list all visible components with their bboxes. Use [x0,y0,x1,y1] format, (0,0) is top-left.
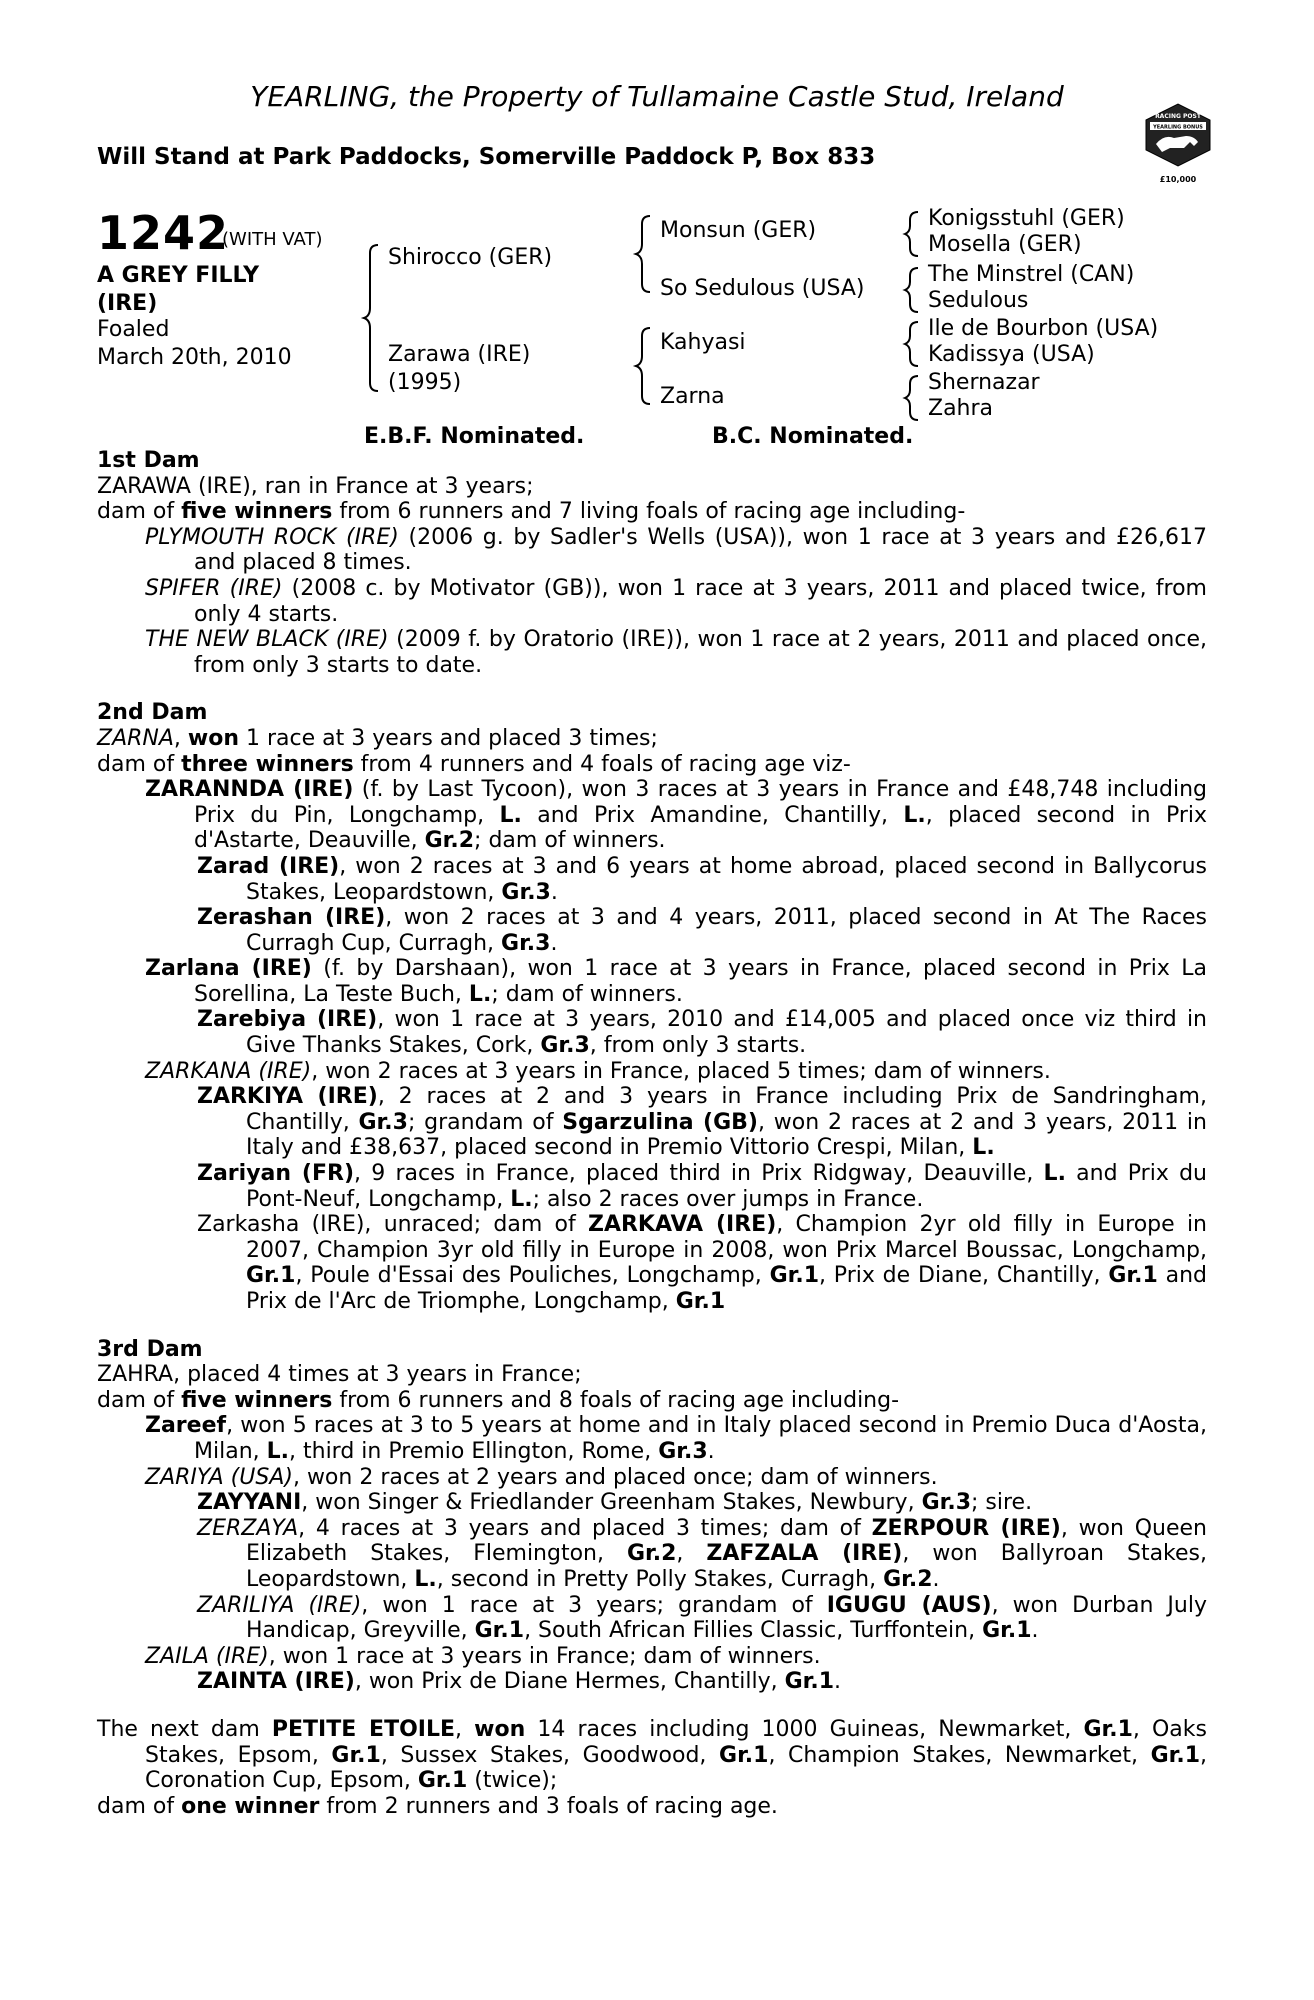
ped-dss: Ile de Bourbon (USA) [928,316,1159,341]
ped-ss: Monsun (GER) [660,218,817,243]
second-dam-produce-zarkana: ZARKANA (IRE), won 2 races at 3 years in France, placed 5 times; dam of winners. [145,1058,1051,1084]
second-dam-line2: dam of three winners from 4 runners and 4 foals of racing age viz- [97,751,851,777]
second-dam-produce-zarannda: ZARANNDA (IRE) (f. by Last Tycoon), won 3 races at 3 years in France and £48,748 including Prix du Pin, Longchamp, L. and Prix Amandine, Chantilly, L., placed second in Prix d'Astarte, Deauville, Gr.2; dam of winners. [145,777,1208,854]
next-dam-paragraph: The next dam PETITE ETOILE, won 14 races including 1000 Guineas, Newmarket, Gr.1, Oaks Stakes, Epsom, Gr.1, Sussex Stakes, Goodwood, Gr.1, Champion Stakes, Newmarket, Gr.1, Coronation Cup, Epsom, Gr.1 (twice); [97,1716,1207,1794]
second-dam-produce-zarebiya: Zarebiya (IRE), won 1 race at 3 years, 2010 and £14,005 and placed once viz third in Give Thanks Stakes, Cork, Gr.3, from only 3 starts. [197,1007,1207,1059]
badge-line-2: YEARLING BONUS [1153,124,1203,131]
first-dam-produce-1: PLYMOUTH ROCK (IRE) (2006 g. by Sadler's Wells (USA)), won 1 race at 3 years and £26,617 and placed 8 times. [145,524,1207,576]
first-dam-produce-2: SPIFER (IRE) (2008 c. by Motivator (GB)), won 1 race at 3 years, 2011 and placed twice, from only 4 starts. [145,575,1207,627]
third-dam-produce-zainta: ZAINTA (IRE), won Prix de Diane Hermes, Chantilly, Gr.1. [197,1669,842,1695]
first-dam-produce-3: THE NEW BLACK (IRE) (2009 f. by Oratorio (IRE)), won 1 race at 2 years, 2011 and placed once, from only 3 starts to date. [145,627,1208,678]
third-dam-line1: ZAHRA, placed 4 times at 3 years in France; [97,1362,582,1388]
first-dam-line2: dam of five winners from 6 runners and 7 living foals of racing age including- [97,499,966,525]
badge-line-1: RACING POST [1155,113,1201,120]
catalogue-body [97,448,1207,1819]
ped-ds: Kahyasi [660,330,746,355]
ped-dam-year: (1995) [388,370,462,395]
third-dam-produce-zerzaya: ZERZAYA, 4 races at 3 years and placed 3 times; dam of ZERPOUR (IRE), won Queen Elizabeth Stakes, Flemington, Gr.2, ZAFZALA (IRE), won Ballyroan Stakes, Leopardstown, L., second in Pretty Polly Stakes, Curragh, Gr.2. [197,1515,1207,1592]
third-dam-produce-zaila: ZAILA (IRE), won 1 race at 3 years in France; dam of winners. [145,1643,821,1669]
ped-dd: Zarna [660,384,725,409]
stand-location: Will Stand at Park Paddocks, Somerville Paddock P, Box 833 [97,144,876,170]
second-dam-produce-zariyan: Zariyan (FR), 9 races in France, placed third in Prix Ridgway, Deauville, L. and Prix du Pont-Neuf, Longchamp, L.; also 2 races over jumps in France. [197,1161,1207,1212]
lot-number: 1242 [97,206,230,260]
ped-sdd: Sedulous [928,288,1029,313]
lot-vat: (WITH VAT) [222,229,323,250]
third-dam-produce-zareef: Zareef, won 5 races at 3 to 5 years at home and in Italy placed second in Premio Duca d'Aosta, Milan, L., third in Premio Ellington, Rome, Gr.3. [145,1413,1207,1464]
third-dam-heading: 3rd Dam [97,1336,203,1362]
ped-sd: So Sedulous (USA) [660,276,865,301]
second-dam-produce-zarkasha: Zarkasha (IRE), unraced; dam of ZARKAVA (IRE), Champion 2yr old filly in Europe in 2007, Champion 3yr old filly in Europe in 2008, won Prix Marcel Boussac, Longchamp, Gr.1, Poule d'Essai des Pouliches, Longchamp, Gr.1, Prix de Diane, Chantilly, Gr.1 and Prix de l'Arc de Triomphe, Longchamp, Gr.1 [197,1212,1208,1314]
second-dam-produce-zerashan: Zerashan (IRE), won 2 races at 3 and 4 years, 2011, placed second in At The Races Curragh Cup, Curragh, Gr.3. [197,905,1207,956]
third-dam-line2: dam of five winners from 6 runners and 8 foals of racing age including- [97,1387,900,1413]
lot-desc-line2: (IRE) [97,291,158,316]
ped-dam: Zarawa (IRE) [388,342,531,367]
third-dam-produce-zariya: ZARIYA (USA), won 2 races at 2 years and placed once; dam of winners. [145,1464,938,1490]
third-dam-produce-zayyani: ZAYYANI, won Singer & Friedlander Greenham Stakes, Newbury, Gr.3; sire. [197,1490,1033,1516]
bc-nominated: B.C. Nominated. [712,424,914,449]
ped-sss: Konigsstuhl (GER) [928,206,1125,231]
ped-ssd: Mosella (GER) [928,232,1082,257]
ped-ddd: Zahra [928,396,994,421]
badge-line-3: £10,000 [1159,175,1197,184]
first-dam-line1: ZARAWA (IRE), ran in France at 3 years; [97,473,534,499]
second-dam-produce-zarkiya: ZARKIYA (IRE), 2 races at 2 and 3 years in France including Prix de Sandringham, Chantilly, Gr.3; grandam of Sgarzulina (GB), won 2 races at 2 and 3 years, 2011 in Italy and £38,637, placed second in Premio Vittorio Crespi, Milan, L. [197,1084,1207,1161]
next-dam-line2: dam of one winner from 2 runners and 3 foals of racing age. [97,1793,778,1819]
ped-sire: Shirocco (GER) [388,245,553,270]
third-dam-produce-zariliya: ZARILIYA (IRE), won 1 race at 3 years; grandam of IGUGU (AUS), won Durban July Handicap, Greyville, Gr.1, South African Fillies Classic, Turffontein, Gr.1. [197,1592,1207,1644]
page-title: YEARLING, the Property of Tullamaine Castle Stud, Ireland [250,80,1064,113]
ped-sds: The Minstrel (CAN) [928,262,1135,287]
ped-dds: Shernazar [928,370,1040,395]
first-dam-heading: 1st Dam [97,448,200,473]
second-dam-produce-zarlana: Zarlana (IRE) (f. by Darshaan), won 1 race at 3 years in France, placed second in Prix La Sorellina, La Teste Buch, L.; dam of winners. [145,956,1207,1007]
ped-dsd: Kadissya (USA) [928,342,1095,367]
foaled-label: Foaled [97,317,170,342]
second-dam-line1: ZARNA, won 1 race at 3 years and placed 3 times; [97,725,658,751]
lot-desc-line1: A GREY FILLY [97,263,260,288]
foaled-date: March 20th, 2010 [97,345,292,370]
second-dam-heading: 2nd Dam [97,700,208,726]
ebf-nominated: E.B.F. Nominated. [364,424,585,449]
second-dam-produce-zarad: Zarad (IRE), won 2 races at 3 and 6 years at home abroad, placed second in Ballycorus Stakes, Leopardstown, Gr.3. [197,853,1207,905]
